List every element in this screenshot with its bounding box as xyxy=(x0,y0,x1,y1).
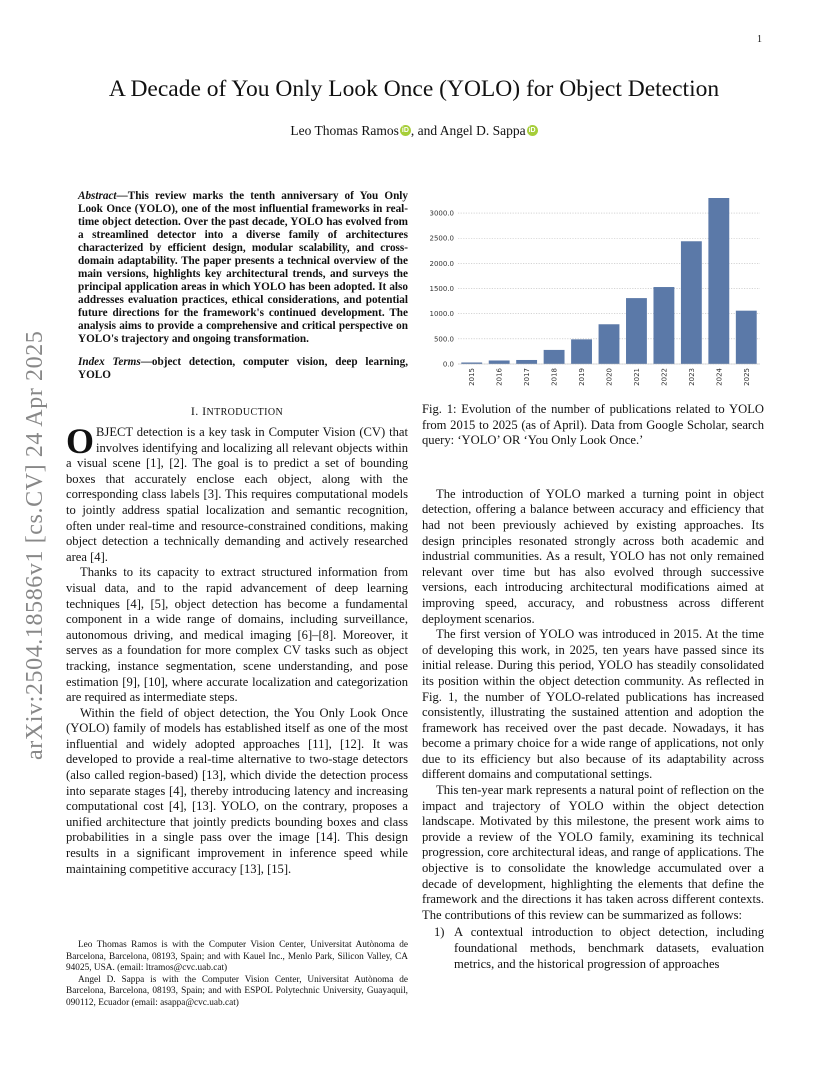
footnote-1: Leo Thomas Ramos is with the Computer Vision Center, Universitat Autònoma de Barcelona, Barcelona, 08193, Spain; and with Kauel Inc., Menlo Park, Silicon Valley, CA 94025, USA. (email: ltramos@cvc.uab.cat) xyxy=(66,940,408,974)
bar-2025 xyxy=(736,311,757,364)
right-paragraph-2: The first version of YOLO was introduced in 2015. At the time of developing this work, in 2025, ten years have passed since its initial release. During this period, YOLO has steadily consolidated its position within the object detection community. As reflected in Fig. 1, the number of YOLO-related publications has increased consistently, illustrating the sustained attention and adoption the framework has received over the past decade. Nowadays, it has become a primary choice for a wide range of applications, not only due to its efficiency but also because of its adaptability across different domains and computational settings. xyxy=(422,627,764,782)
publications-bar-chart xyxy=(422,190,764,402)
list-number: 1) xyxy=(434,925,445,940)
y-tick-label: 2500.0 xyxy=(429,234,454,243)
bar-2021 xyxy=(626,298,647,364)
page-number: 1 xyxy=(757,34,762,45)
bar-2019 xyxy=(571,339,592,364)
bar-2018 xyxy=(544,350,565,364)
bar-2022 xyxy=(653,287,674,364)
bar-2023 xyxy=(681,241,702,364)
x-tick-label: 2025 xyxy=(742,368,751,386)
y-tick-label: 1000.0 xyxy=(429,310,454,319)
x-tick-label: 2018 xyxy=(550,368,559,386)
contribution-list-item xyxy=(422,925,764,972)
orcid-icon[interactable]: iD xyxy=(401,127,409,134)
orcid-icon[interactable]: iD xyxy=(528,127,536,134)
right-paragraph-1: The introduction of YOLO marked a turning point in object detection, offering a balance between accuracy and efficiency that had not been previously achieved by existing approaches. Its design principles resonated strongly across both academic and industrial communities. As a result, YOLO has not only remained relevant over time but has also evolved through successive versions, each introducing architectural modifications aimed at improving speed, accuracy, and robustness across different deployment scenarios. xyxy=(422,486,764,626)
y-tick-label: 0.0 xyxy=(442,360,454,369)
left-column xyxy=(66,190,408,877)
section-title-rest: NTRODUCTION xyxy=(206,407,284,418)
x-tick-label: 2022 xyxy=(660,368,669,386)
x-tick-label: 2020 xyxy=(605,368,614,386)
bar-2024 xyxy=(708,198,729,364)
x-tick-label: 2023 xyxy=(687,368,696,386)
index-terms-lead: Index Terms xyxy=(78,356,141,368)
footnote-2: Angel D. Sappa is with the Computer Vision Center, Universitat Autònoma de Barcelona, Barcelona, 08193, Spain; and with ESPOL Polytechnic University, Guayaquil, 090112, Ecuador (email: asappa@cvc.uab.cat) xyxy=(66,974,408,1008)
y-tick-label: 2000.0 xyxy=(429,259,454,268)
figure-1 xyxy=(422,190,764,402)
intro-paragraph-1 xyxy=(66,421,408,565)
index-terms xyxy=(66,356,408,382)
y-tick-label: 1500.0 xyxy=(429,285,454,294)
y-tick-label: 3000.0 xyxy=(429,209,454,218)
bar-2017 xyxy=(516,360,537,364)
paper-title: A Decade of You Only Look Once (YOLO) for Object Detection xyxy=(108,76,720,102)
author-footnotes xyxy=(66,940,408,1010)
x-tick-label: 2021 xyxy=(632,368,641,386)
abstract-text: —This review marks the tenth anniversary of You Only Look Once (YOLO), one of the most influential frameworks in real-time object detection. Over the past decade, YOLO has evolved from a streamlined detector into a diverse family of architectures characterized by efficient design, modular scalability, and cross-domain adaptability. The paper presents a technical overview of the main versions, highlights key architectural trends, and surveys the principal application areas in which YOLO has been adopted. It also addresses evaluation practices, ethical considerations, and potential future directions for the framework's continued development. The analysis aims to provide a comprehensive and critical perspective on YOLO's trajectory and ongoing transformation. xyxy=(78,190,408,345)
intro-paragraph-3: Within the field of object detection, the You Only Look Once (YOLO) family of models has established itself as one of the most influential and widely adopted approaches [11], [12]. It was developed to provide a real-time alternative to two-stage detectors (also called region-based) [13], which divide the detection process into separate stages [4], thereby introducing latency and increasing computational cost [4], [13]. YOLO, on the contrary, proposes a unified architecture that jointly predicts bounding boxes and class probabilities in a single pass over the image [14]. This design results in a significant improvement in inference speed while maintaining competitive accuracy [13], [15]. xyxy=(66,705,408,876)
abstract xyxy=(66,190,408,346)
x-tick-label: 2016 xyxy=(495,368,504,386)
bar-2020 xyxy=(599,324,620,364)
arxiv-stamp: arXiv:2504.18586v1 [cs.CV] 24 Apr 2025 xyxy=(22,330,48,760)
x-tick-label: 2024 xyxy=(715,368,724,386)
x-tick-label: 2017 xyxy=(523,368,532,386)
intro-paragraph-1-text: BJECT detection is a key task in Computer Vision (CV) that involves identifying and localizing all relevant objects within a visual scene [1], [2]. The goal is to predict a set of bounding boxes that accurately enclose each object, along with the corresponding class labels [3]. This requires computational models to jointly address spatial localization and semantic recognition, often under real-time and resource-constrained conditions, making object detection a technically demanding and actively researched area [4]. xyxy=(66,425,408,564)
right-paragraph-3: This ten-year mark represents a natural point of reflection on the impact and trajectory of YOLO within the object detection landscape. Motivated by this milestone, the present work aims to provide a review of the YOLO family, examining its technical progression, core architectural ideas, and range of applications. The objective is to consolidate the knowledge accumulated over a decade of development, highlighting the elements that define the framework and the directions it has taken across different contexts. The contributions of this review can be summarized as follows: xyxy=(422,783,764,922)
index-terms-text: —object detection, computer vision, deep learning, YOLO xyxy=(78,356,408,381)
author-name-2: , and Angel D. Sappa xyxy=(410,123,526,138)
x-tick-label: 2015 xyxy=(468,368,477,386)
section-heading-introduction xyxy=(66,404,408,419)
figure-1-caption: Fig. 1: Evolution of the number of publications related to YOLO from 2015 to 2025 (as of April). Data from Google Scholar, search query: ‘YOLO’ OR ‘You Only Look Once.’ xyxy=(422,402,764,448)
abstract-lead: Abstract xyxy=(78,190,117,202)
y-tick-label: 500.0 xyxy=(433,335,454,344)
list-text: A contextual introduction to object detection, including foundational methods, benchmark datasets, evaluation metrics, and the historical progression of approaches xyxy=(454,925,764,971)
author-name-1: Leo Thomas Ramos xyxy=(290,123,399,138)
dropcap: O xyxy=(66,421,95,461)
intro-paragraph-2: Thanks to its capacity to extract structured information from visual data, and to the rapid advancement of deep learning techniques [4], [5], object detection has become a fundamental component in a wide range of domains, including surveillance, autonomous driving, and medical imaging [6]–[8]. Moreover, it serves as a foundation for more complex CV tasks such as object tracking, instance segmentation, scene understanding, and pose estimation [9], [10], where accurate localization and categorization are required as intermediate steps. xyxy=(66,565,408,705)
right-column xyxy=(422,190,764,972)
author-list xyxy=(0,123,828,139)
bar-2016 xyxy=(489,360,510,364)
x-tick-label: 2019 xyxy=(578,368,587,386)
section-numeral: I. I xyxy=(190,404,207,418)
